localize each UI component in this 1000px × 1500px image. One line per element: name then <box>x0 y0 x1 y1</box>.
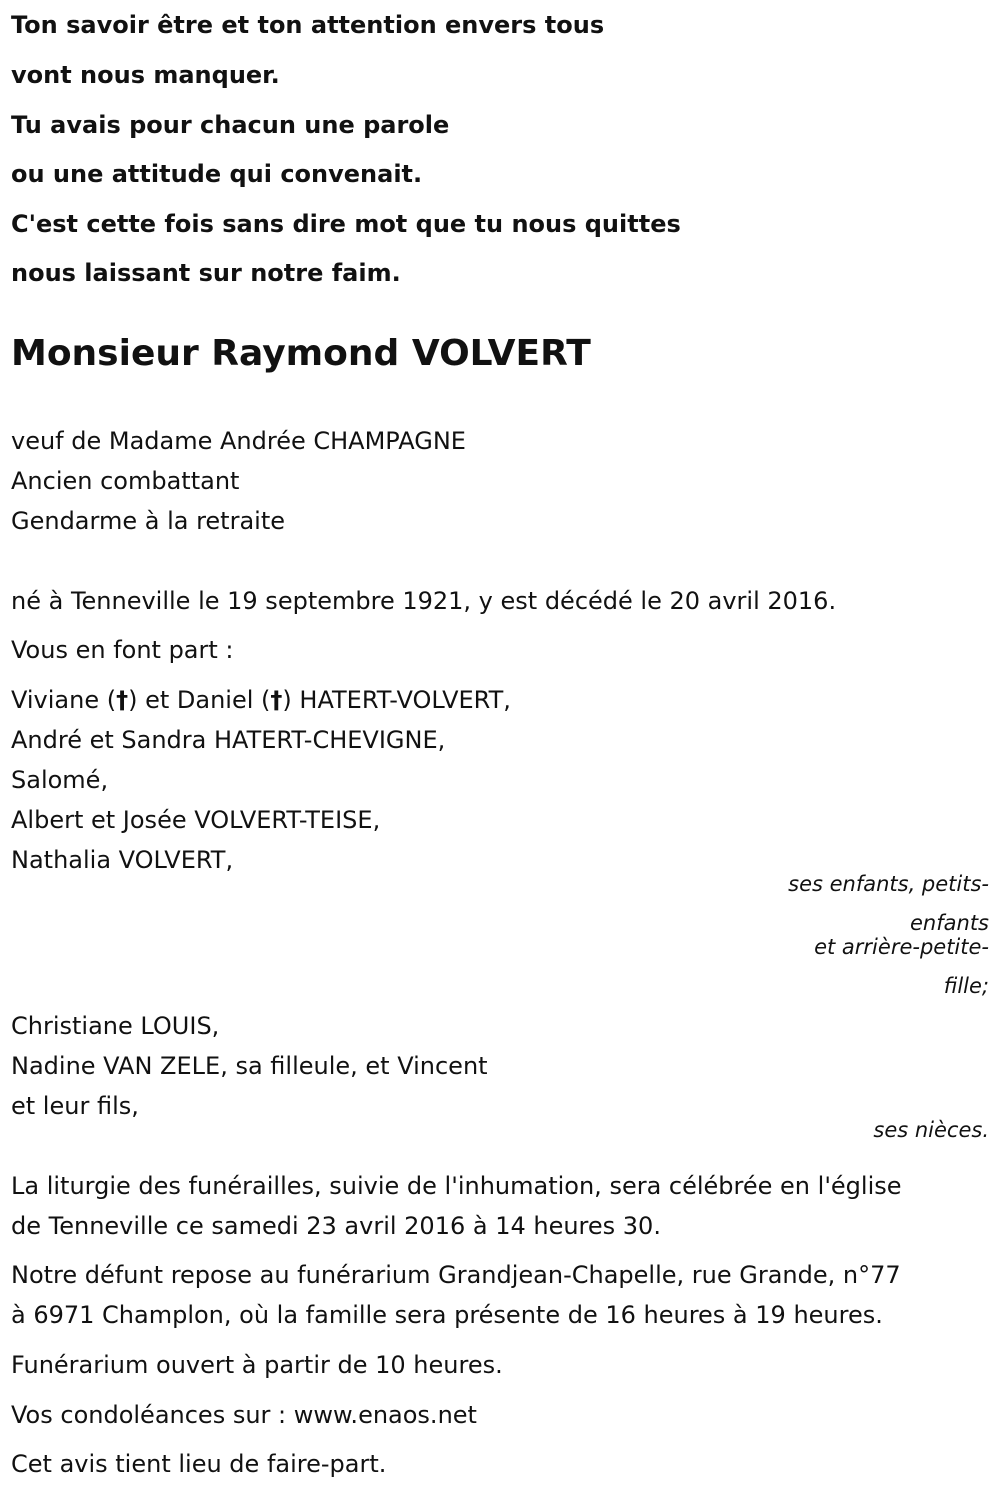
poem-line: ou une attitude qui convenait. <box>11 160 423 188</box>
ceremony-line: Cet avis tient lieu de faire-part. <box>11 1450 387 1478</box>
poem-line: Tu avais pour chacun une parole <box>11 111 450 139</box>
poem-line: C'est cette fois sans dire mot que tu nous quittes <box>11 210 681 238</box>
detail-line: Gendarme à la retraite <box>11 507 286 535</box>
poem-line: vont nous manquer. <box>11 61 280 89</box>
niece-line: Nadine VAN ZELE, sa filleule, et Vincent <box>11 1052 488 1080</box>
family-text: ) et Daniel ( <box>128 686 271 714</box>
announcement-intro: Vous en font part : <box>11 636 234 664</box>
ceremony-line: Funérarium ouvert à partir de 10 heures. <box>11 1351 503 1379</box>
family-text: Viviane ( <box>11 686 117 714</box>
nieces-role: ses nièces. <box>873 1118 989 1142</box>
family-line: Salomé, <box>11 766 109 794</box>
cross-icon: † <box>270 686 283 714</box>
ceremony-line: Notre défunt repose au funérarium Grandjean-Chapelle, rue Grande, n°77 <box>11 1261 901 1289</box>
ceremony-line: La liturgie des funérailles, suivie de l'inhumation, sera célébrée en l'église <box>11 1172 902 1200</box>
detail-line: veuf de Madame Andrée CHAMPAGNE <box>11 427 466 455</box>
role-line: fille; <box>943 974 989 998</box>
family-line: Albert et Josée VOLVERT-TEISE, <box>11 806 381 834</box>
detail-line: Ancien combattant <box>11 467 240 495</box>
cross-icon: † <box>116 686 129 714</box>
niece-line: Christiane LOUIS, <box>11 1012 220 1040</box>
family-line <box>11 685 511 715</box>
birth-death-line: né à Tenneville le 19 septembre 1921, y est décédé le 20 avril 2016. <box>11 587 837 615</box>
deceased-name: Monsieur Raymond VOLVERT <box>11 333 591 374</box>
niece-line: et leur fils, <box>11 1092 139 1120</box>
poem-line: Ton savoir être et ton attention envers tous <box>11 11 605 39</box>
role-line: enfants <box>910 911 989 935</box>
ceremony-line: à 6971 Champlon, où la famille sera présente de 16 heures à 19 heures. <box>11 1301 883 1329</box>
ceremony-line: de Tenneville ce samedi 23 avril 2016 à 14 heures 30. <box>11 1212 661 1240</box>
family-text: ) HATERT-VOLVERT, <box>282 686 511 714</box>
condolences-line: Vos condoléances sur : www.enaos.net <box>11 1401 477 1429</box>
role-line: ses enfants, petits- <box>788 872 989 896</box>
family-line: Nathalia VOLVERT, <box>11 846 234 874</box>
role-line: et arrière-petite- <box>814 935 989 959</box>
poem-line: nous laissant sur notre faim. <box>11 259 401 287</box>
family-line: André et Sandra HATERT-CHEVIGNE, <box>11 726 446 754</box>
